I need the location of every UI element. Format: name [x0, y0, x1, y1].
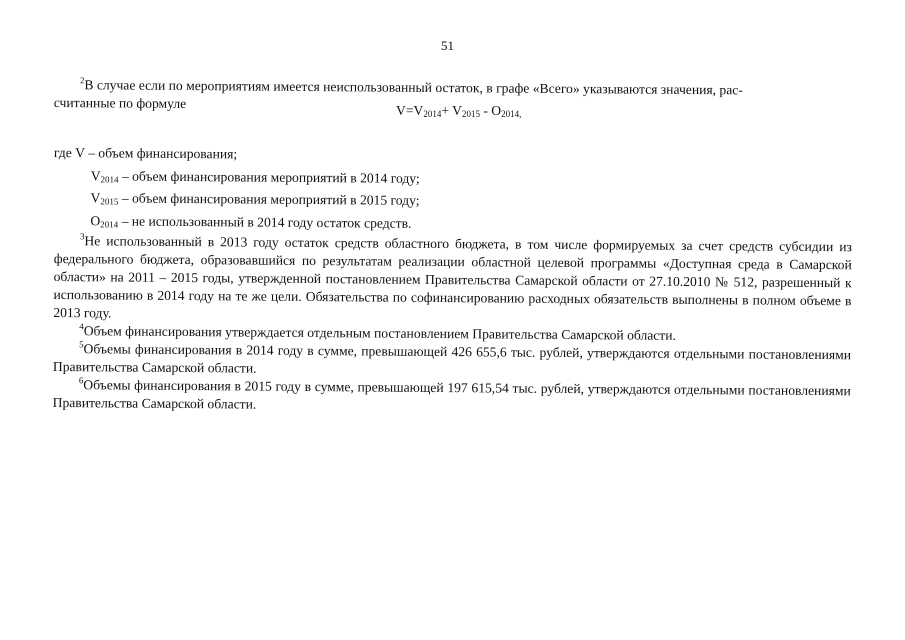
- footnote-2-text: В случае если по мероприятиям имеется неиспользованный остаток, в графе «Всего» указываются значения, рас-: [84, 77, 743, 98]
- footnote-5: $^5$Объемы финансирования в 2014 году в сумме, превышающей 426 655,6 тыс. рублей, утверждаются отдельными постановлениями Правительства Самарской области.: [52, 339, 852, 376]
- definitions: [53, 142, 852, 238]
- footnote-6: $^6$Объемы финансирования в 2015 году в сумме, превышающей 197 615,54 тыс. рублей, утверждаются отдельными постановлениями Правительства Самарской области.: [52, 375, 851, 412]
- financing-formula: $V=V_{2014}+ V_{2015} - O_{2014,}$: [396, 103, 522, 119]
- definition-o2014: $O_{2014}$ – не использованный в 2014 году остаток средств.: [90, 212, 412, 231]
- footnote-2-mark: 2: [79, 75, 85, 86]
- page-number: 51: [441, 38, 454, 53]
- definition-v2015: $V_{2015}$ – объем финансирования мероприятий в 2015 году;: [90, 190, 420, 208]
- footnote-3: $^3$Не использованный в 2013 году остаток средств областного бюджета, в том числе формируемых за счет средств субсидии из федерального бюджета, образовавшийся по результатам реализации областной целевой программы «Доступная среда в Самарской области» на 2011 – 2015 годы, утвержденной постановлением Правительства Самарской области от 27.10.2010 № 512, разрешенный к использованию в 2014 году на те же цели. Обязательства по софинансированию расходных обязательств выполнены в полном объеме в 2013 году.: [53, 231, 852, 321]
- footnotes-list: [53, 232, 852, 418]
- footnote-4: $^4$Объем финансирования утверждается отдельным постановлением Правительства Самарской области.: [79, 321, 677, 343]
- definition-v2014: $V_{2014}$ – объем финансирования мероприятий в 2014 году;: [90, 167, 420, 186]
- footnote-2-line2: считанные по формуле: [53, 94, 187, 112]
- definition-where: где V – объем финансирования;: [53, 144, 238, 162]
